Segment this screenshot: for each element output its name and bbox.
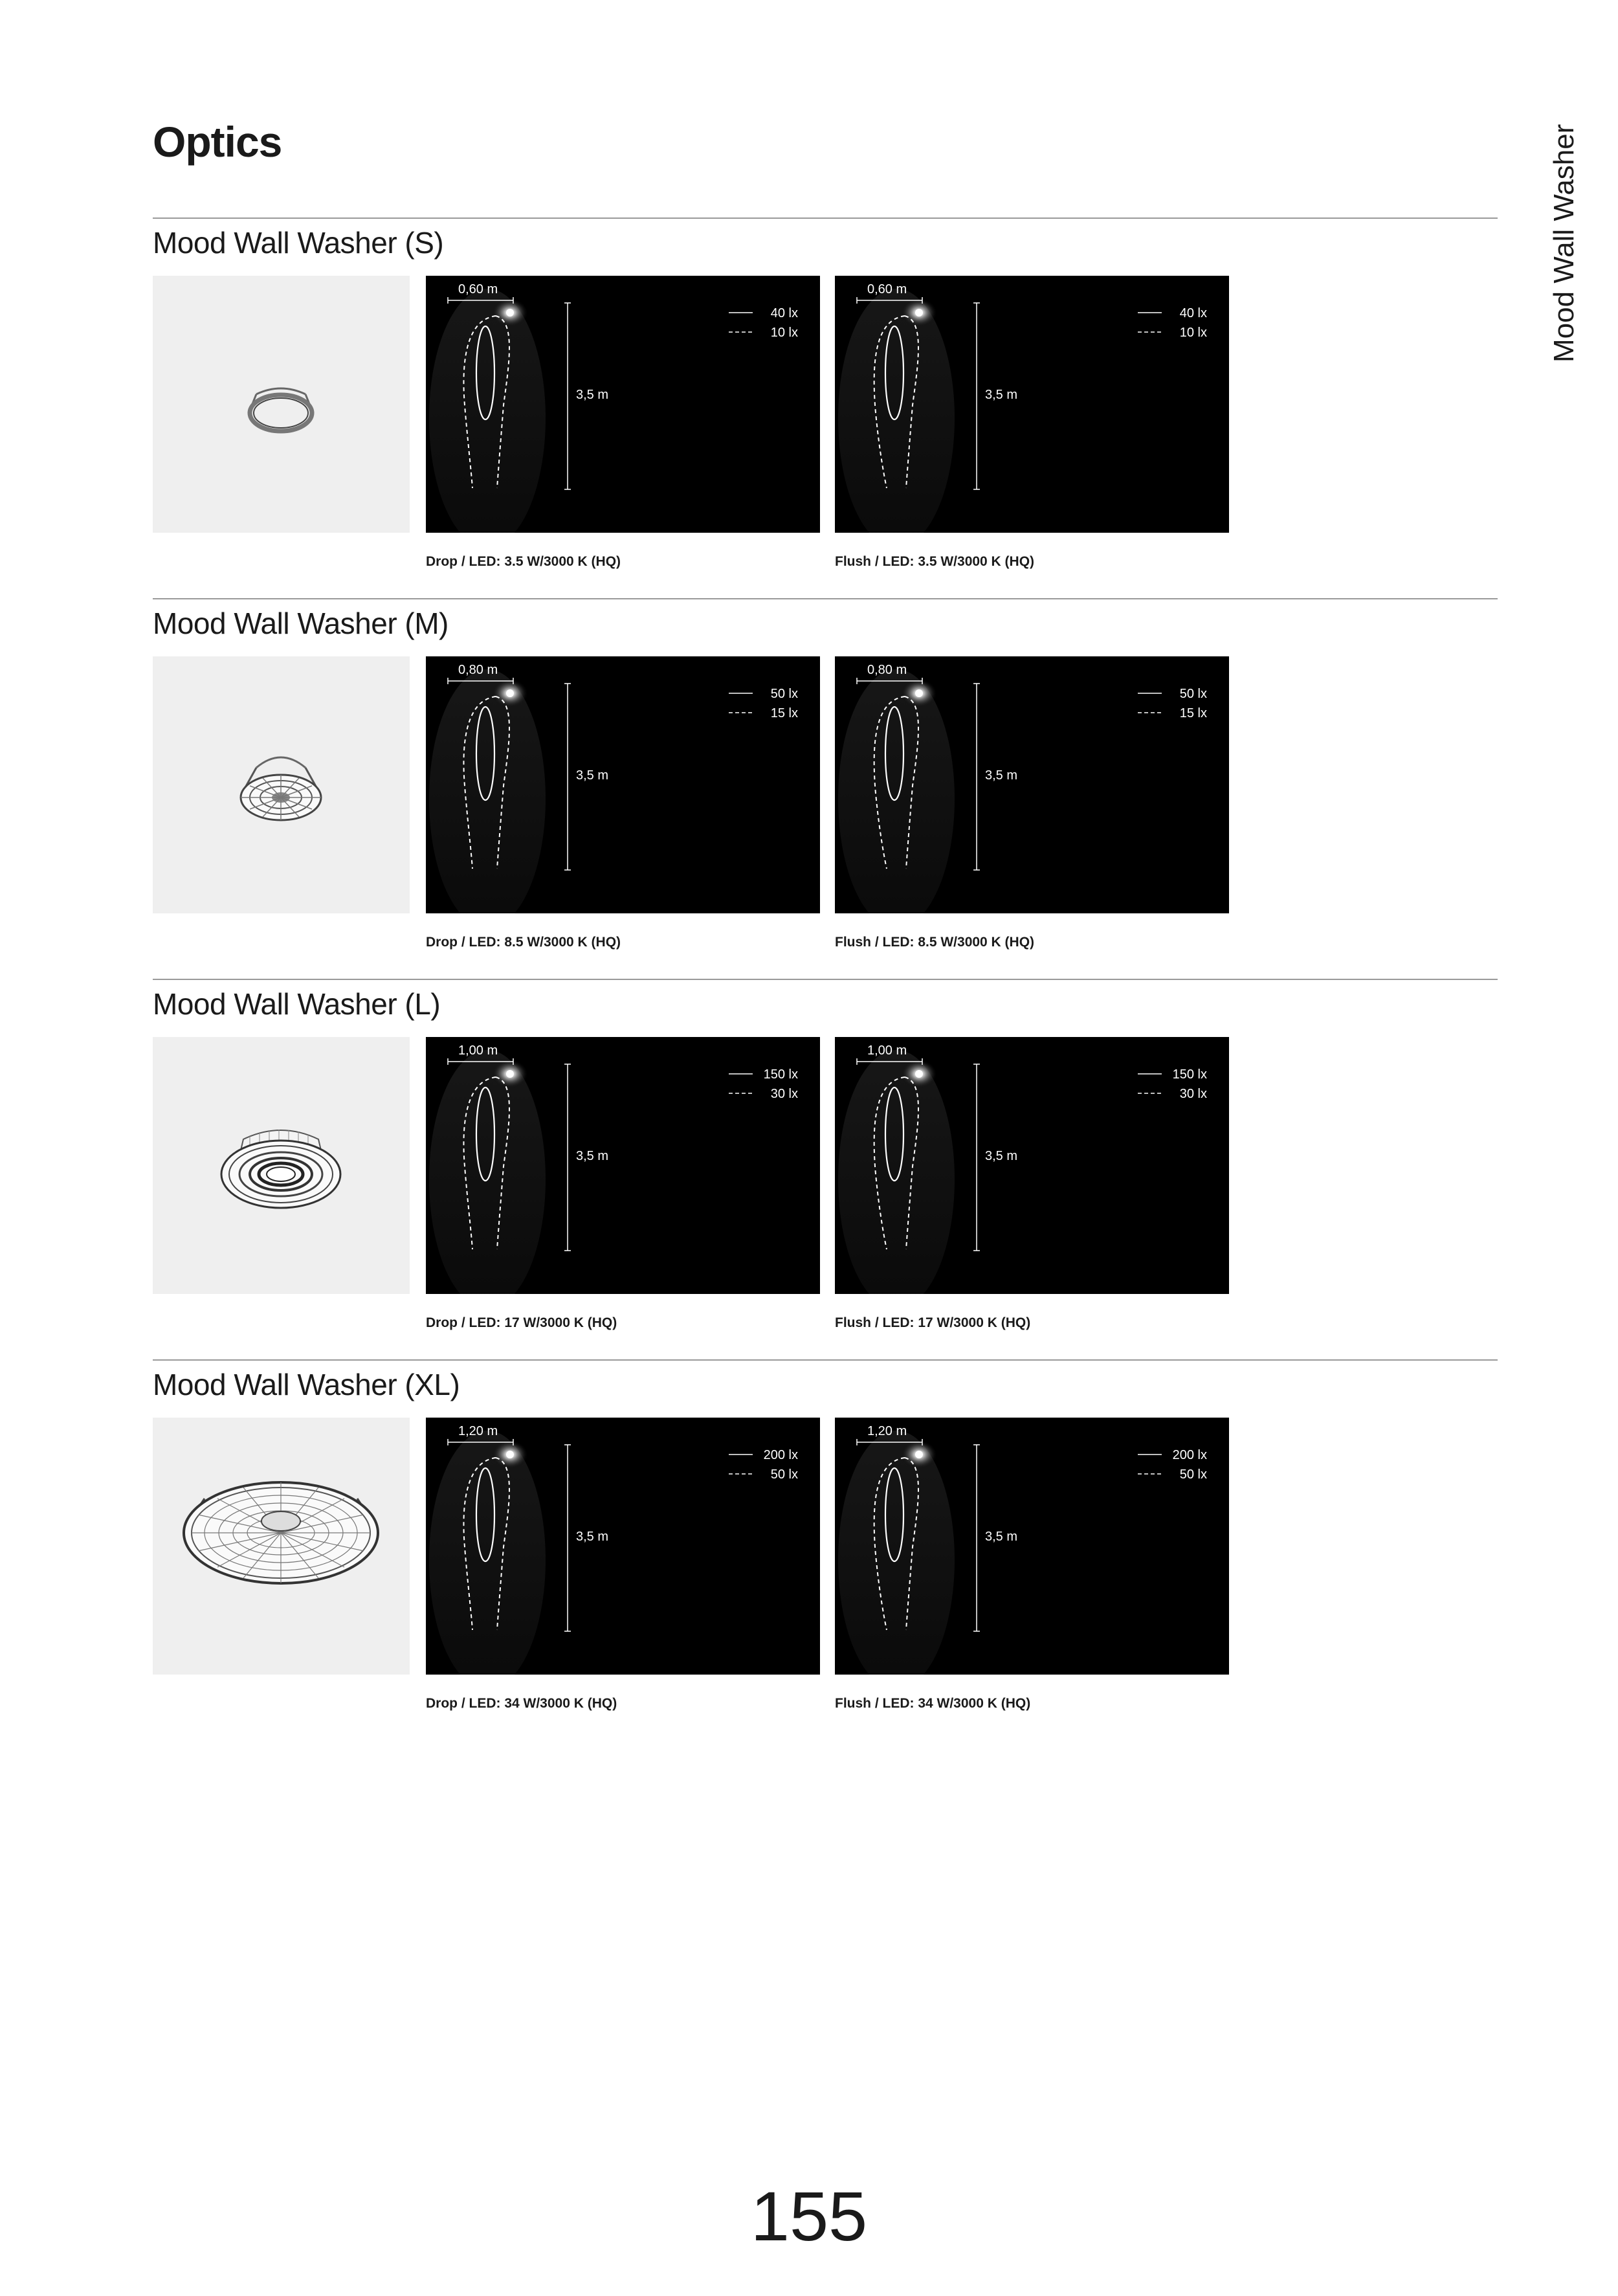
caption-flush: Flush / LED: 34 W/3000 K (HQ) xyxy=(835,1696,1031,1711)
height-dimension-label: 3,5 m xyxy=(576,1530,609,1544)
section-xl xyxy=(153,1359,1498,1722)
legend-dashed-label: 50 lx xyxy=(770,1467,798,1482)
light-distribution-drop-m xyxy=(426,656,820,913)
height-dimension-label: 3,5 m xyxy=(985,768,1018,783)
legend-solid-label: 150 lx xyxy=(1172,1067,1207,1082)
legend-solid-label: 50 lx xyxy=(1179,687,1207,701)
caption-flush: Flush / LED: 3.5 W/3000 K (HQ) xyxy=(835,554,1035,569)
width-dimension-label: 0,60 m xyxy=(458,282,498,296)
section-divider xyxy=(153,1359,1498,1361)
legend-solid-label: 200 lx xyxy=(763,1448,798,1462)
width-dimension-label: 1,00 m xyxy=(867,1043,907,1058)
width-dimension-label: 1,20 m xyxy=(867,1424,907,1438)
caption-flush: Flush / LED: 17 W/3000 K (HQ) xyxy=(835,1315,1031,1330)
product-image-xl xyxy=(153,1418,410,1675)
caption-drop: Drop / LED: 8.5 W/3000 K (HQ) xyxy=(426,935,621,950)
beam-diagram xyxy=(835,1418,1229,1675)
page-number: 155 xyxy=(750,2177,868,2255)
width-dimension-label: 0,80 m xyxy=(867,663,907,677)
caption-drop: Drop / LED: 34 W/3000 K (HQ) xyxy=(426,1696,617,1711)
section-divider xyxy=(153,979,1498,980)
small-reflector-ring-icon xyxy=(153,276,410,533)
beam-diagram xyxy=(426,1418,820,1675)
light-source xyxy=(915,1070,923,1078)
height-dimension-label: 3,5 m xyxy=(985,1149,1018,1163)
height-dimension-label: 3,5 m xyxy=(985,388,1018,402)
product-image-s xyxy=(153,276,410,533)
legend-dashed-label: 50 lx xyxy=(1179,1467,1207,1482)
light-distribution-flush-s xyxy=(835,276,1229,533)
legend-solid-label: 40 lx xyxy=(770,306,798,320)
medium-reflector-cone-icon xyxy=(153,656,410,913)
section-m xyxy=(153,598,1498,961)
section-s xyxy=(153,217,1498,580)
width-dimension-label: 1,20 m xyxy=(458,1424,498,1438)
legend-dashed-label: 15 lx xyxy=(770,706,798,720)
caption-drop: Drop / LED: 17 W/3000 K (HQ) xyxy=(426,1315,617,1330)
product-image-m xyxy=(153,656,410,913)
light-distribution-flush-m xyxy=(835,656,1229,913)
light-source xyxy=(915,689,923,697)
light-distribution-flush-xl xyxy=(835,1418,1229,1675)
light-distribution-drop-s xyxy=(426,276,820,533)
legend-solid-label: 50 lx xyxy=(770,687,798,701)
section-title: Mood Wall Washer (M) xyxy=(153,607,449,640)
product-image-l xyxy=(153,1037,410,1294)
section-title: Mood Wall Washer (S) xyxy=(153,226,444,260)
width-dimension-label: 0,80 m xyxy=(458,663,498,677)
beam-diagram xyxy=(426,656,820,913)
legend-dashed-label: 30 lx xyxy=(1179,1087,1207,1101)
legend-solid-label: 150 lx xyxy=(763,1067,798,1082)
page-title: Optics xyxy=(153,118,282,166)
light-source xyxy=(915,1451,923,1458)
beam-diagram xyxy=(835,276,1229,533)
section-divider xyxy=(153,217,1498,219)
light-source xyxy=(915,309,923,317)
width-dimension-label: 1,00 m xyxy=(458,1043,498,1058)
section-title: Mood Wall Washer (XL) xyxy=(153,1368,460,1401)
legend-dashed-label: 15 lx xyxy=(1179,706,1207,720)
height-dimension-label: 3,5 m xyxy=(576,1149,609,1163)
beam-diagram xyxy=(835,656,1229,913)
legend-solid-label: 40 lx xyxy=(1179,306,1207,320)
light-source xyxy=(506,1451,514,1458)
large-reflector-icon xyxy=(153,1037,410,1294)
width-dimension-label: 0,60 m xyxy=(867,282,907,296)
beam-diagram xyxy=(835,1037,1229,1294)
section-title: Mood Wall Washer (L) xyxy=(153,987,441,1021)
light-source xyxy=(506,689,514,697)
beam-diagram xyxy=(426,1037,820,1294)
height-dimension-label: 3,5 m xyxy=(985,1530,1018,1544)
legend-dashed-label: 10 lx xyxy=(770,326,798,340)
height-dimension-label: 3,5 m xyxy=(576,388,609,402)
light-source xyxy=(506,309,514,317)
light-distribution-drop-xl xyxy=(426,1418,820,1675)
xl-reflector-with-clips-icon xyxy=(153,1418,410,1675)
caption-flush: Flush / LED: 8.5 W/3000 K (HQ) xyxy=(835,935,1035,950)
light-distribution-drop-l xyxy=(426,1037,820,1294)
section-l xyxy=(153,979,1498,1341)
legend-dashed-label: 30 lx xyxy=(770,1087,798,1101)
caption-drop: Drop / LED: 3.5 W/3000 K (HQ) xyxy=(426,554,621,569)
light-source xyxy=(506,1070,514,1078)
legend-solid-label: 200 lx xyxy=(1172,1448,1207,1462)
beam-diagram xyxy=(426,276,820,533)
light-distribution-flush-l xyxy=(835,1037,1229,1294)
section-divider xyxy=(153,598,1498,599)
side-label: Mood Wall Washer xyxy=(1548,124,1580,362)
height-dimension-label: 3,5 m xyxy=(576,768,609,783)
legend-dashed-label: 10 lx xyxy=(1179,326,1207,340)
